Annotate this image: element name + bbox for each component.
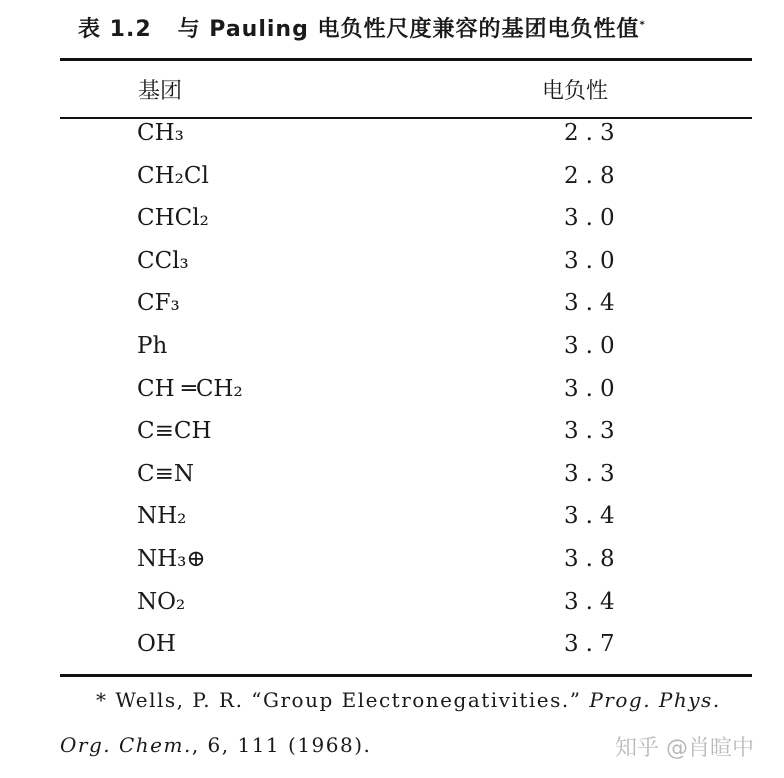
header-group: 基团	[138, 79, 183, 104]
value-cell: 3.8	[564, 546, 622, 572]
table-number: 表 1.2	[78, 17, 152, 42]
group-cell: C≡N	[137, 460, 194, 487]
table-row	[0, 376, 784, 418]
value-cell: 3.4	[564, 290, 622, 317]
table-row	[0, 163, 784, 205]
group-cell: CH ═CH₂	[137, 375, 243, 402]
group-cell: NO₂	[137, 588, 186, 615]
footnote-line-2	[60, 733, 371, 757]
group-cell: Ph	[137, 333, 168, 359]
value-cell: 3.4	[564, 588, 622, 615]
table-row	[0, 333, 784, 375]
table-title-text: 与 Pauling 电负性尺度兼容的基团电负性值	[177, 17, 640, 42]
bottom-rule	[60, 674, 752, 677]
value-cell: 3.7	[564, 631, 622, 658]
top-rule	[60, 58, 752, 61]
value-cell: 3.4	[564, 503, 622, 530]
header-electronegativity: 电负性	[542, 79, 609, 104]
footnote-journal-cont: Org. Chem.	[60, 733, 192, 757]
group-cell: CF₃	[137, 290, 180, 317]
table-row	[0, 120, 784, 162]
value-cell: 3.0	[564, 375, 622, 402]
value-cell: 2.3	[564, 120, 622, 146]
table-row	[0, 461, 784, 503]
table-row	[0, 503, 784, 545]
footnote-line-1	[96, 688, 721, 712]
table-row	[0, 589, 784, 631]
table-row	[0, 631, 784, 673]
table-row	[0, 546, 784, 588]
footnote-citation: * Wells, P. R. “Group Electronegativities.”	[96, 688, 590, 712]
value-cell: 3.0	[564, 247, 622, 274]
group-cell: OH	[137, 631, 176, 658]
value-cell: 3.3	[564, 460, 622, 487]
value-cell: 3.3	[564, 418, 622, 445]
group-cell: CHCl₂	[137, 205, 209, 232]
group-cell: CH₂Cl	[137, 162, 209, 189]
group-cell: CH₃	[137, 120, 184, 146]
value-cell: 3.0	[564, 333, 622, 359]
header-rule	[60, 117, 752, 119]
value-cell: 3.0	[564, 205, 622, 232]
group-cell: C≡CH	[137, 418, 212, 445]
table-row	[0, 248, 784, 290]
footnote-journal: Prog. Phys.	[589, 688, 721, 712]
watermark: 知乎 @肖暄中	[615, 736, 754, 761]
value-cell: 2.8	[564, 162, 622, 189]
table-title	[78, 12, 646, 43]
table-row	[0, 205, 784, 247]
footnote-volume: , 6, 111 (1968).	[191, 733, 372, 757]
table-row	[0, 418, 784, 460]
table-row	[0, 290, 784, 332]
footnote-mark: *	[639, 19, 646, 31]
group-cell: CCl₃	[137, 247, 189, 274]
group-cell: NH₂	[137, 503, 187, 530]
group-cell: NH₃⊕	[137, 546, 206, 572]
